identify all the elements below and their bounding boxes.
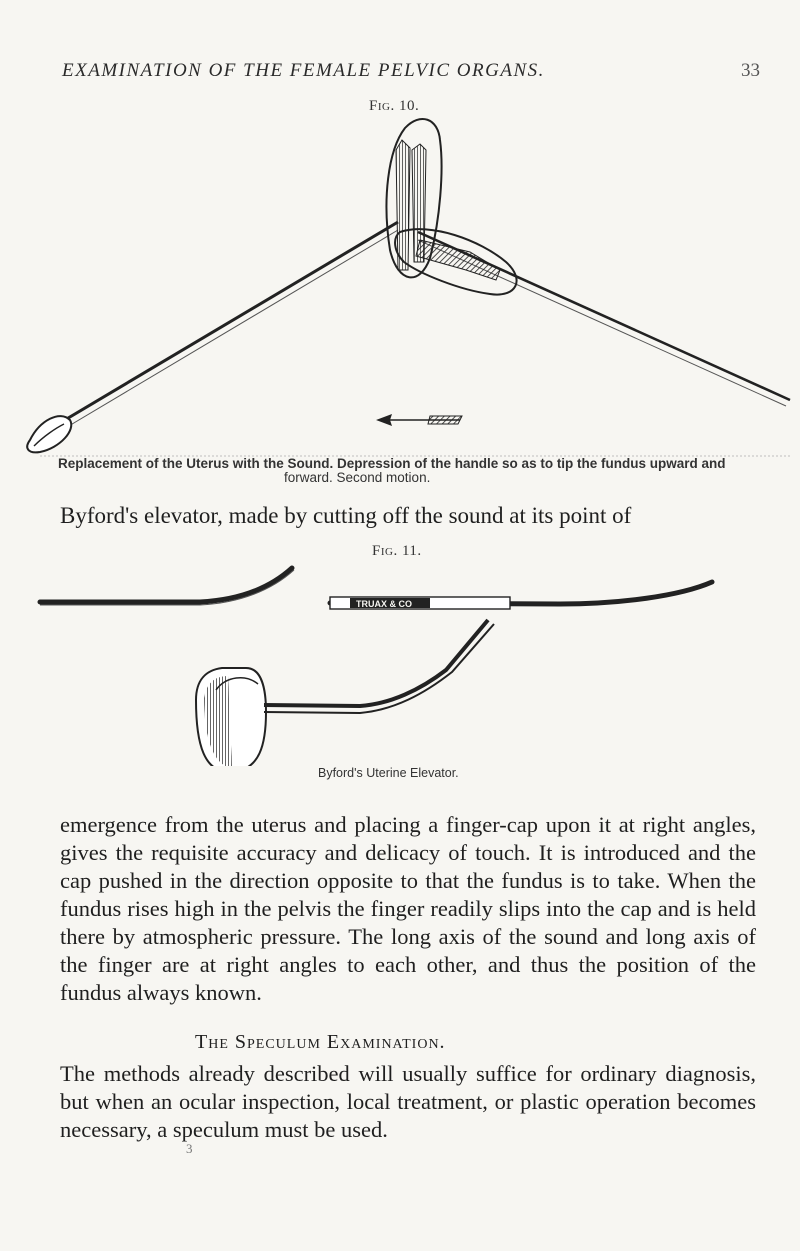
figure-11-caption: Byford's Uterine Elevator. bbox=[318, 766, 459, 780]
signature-mark: 3 bbox=[186, 1141, 193, 1156]
paragraph-1: emergence from the uterus and placing a finger-cap upon it at right angles, gives the requisite accuracy and delicacy of touch. It is introduced and the cap pushed in the direction opposite to that the fundus is to take. When the fundus rises high in the pelvis the finger readily slips into the cap and is held there by atmospheric pressure. The long axis of the sound and long axis of the finger are at right angles to each other, and thus the position of the fundus always known. bbox=[60, 812, 756, 1005]
elevator-handle-left bbox=[40, 568, 292, 602]
sound-handle bbox=[27, 416, 71, 452]
figure-11-illustration bbox=[0, 556, 800, 766]
figure-10-caption-line1: Replacement of the Uterus with the Sound. Depression of the handle so as to tip the fundus upward and bbox=[58, 456, 726, 471]
figure-10-caption-line2: forward. Second motion. bbox=[284, 470, 431, 485]
elevator-stem bbox=[264, 620, 488, 706]
figure-10-label: Fig. 10. bbox=[369, 98, 420, 114]
section-heading: The Speculum Examination. bbox=[195, 1031, 446, 1053]
running-head: EXAMINATION OF THE FEMALE PELVIC ORGANS. bbox=[62, 60, 545, 81]
figure-11-label: Fig. 11. bbox=[372, 543, 422, 559]
paragraph-2: The methods already described will usually suffice for ordinary diagnosis, but when an ocular inspection, local treatment, or plastic operation becomes necessary, a speculum must be used. bbox=[60, 1061, 756, 1142]
lead-line: Byford's elevator, made by cutting off the sound at its point of bbox=[60, 503, 632, 528]
sound-shaft-left bbox=[48, 222, 398, 430]
page-number: 33 bbox=[741, 60, 760, 81]
maker-mark: TRUAX & CO bbox=[356, 599, 412, 609]
figure-10-illustration bbox=[0, 100, 800, 460]
